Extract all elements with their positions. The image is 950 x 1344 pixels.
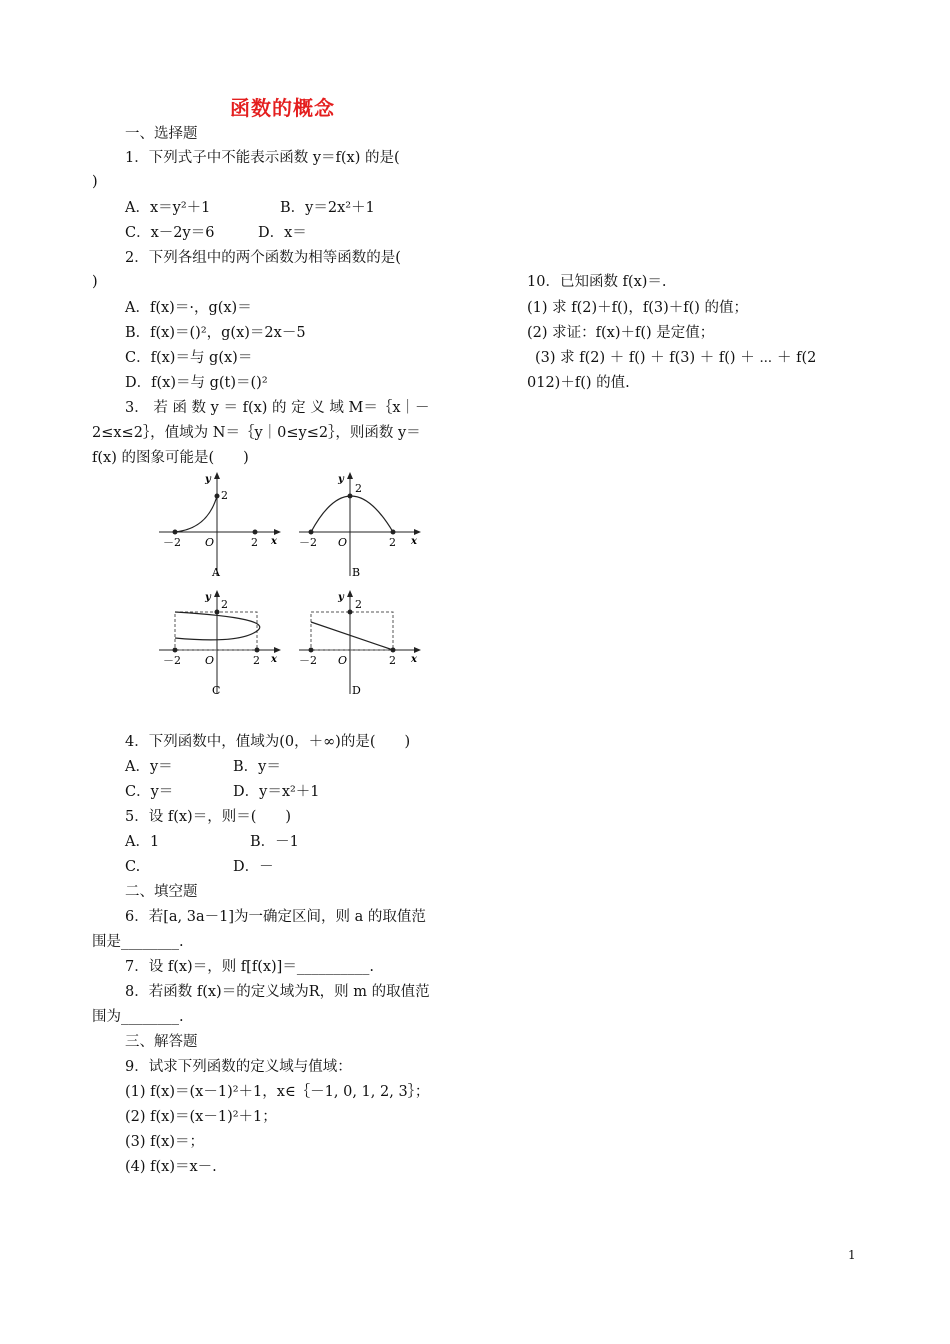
axis-y-label: y xyxy=(205,592,211,603)
left-text-line: A．1 xyxy=(125,834,160,850)
left-text-line: 围是________. xyxy=(92,934,184,950)
axis-x-label: x xyxy=(271,536,277,547)
left-text-line: (4) f(x)＝x－. xyxy=(125,1159,217,1175)
left-text-line: A．f(x)＝·，g(x)＝ xyxy=(125,300,252,316)
left-text-line: D．－ xyxy=(233,859,274,875)
graph-c xyxy=(155,586,285,698)
page-title: 函数的概念 xyxy=(230,96,335,120)
left-text-line: 8．若函数 f(x)＝的定义域为R，则 m 的取值范 xyxy=(125,984,430,1000)
tick-neg-label: －2 xyxy=(163,654,181,667)
left-text-line: 2．下列各组中的两个函数为相等函数的是( xyxy=(125,250,401,266)
left-text-line: (3) f(x)＝； xyxy=(125,1134,205,1150)
tick-y-label: 2 xyxy=(221,489,228,502)
axis-x-label: x xyxy=(271,654,277,665)
left-text-line: 7．设 f(x)＝，则 f[f(x)]＝__________. xyxy=(125,959,374,975)
axis-x-label: x xyxy=(411,654,417,665)
right-text-line: (2) 求证：f(x)＋f() 是定值； xyxy=(527,325,715,341)
left-text-line: B．y＝2x²＋1 xyxy=(280,200,375,216)
left-text-line: A．x＝y²＋1 xyxy=(125,200,211,216)
tick-y-label: 2 xyxy=(355,598,362,611)
tick-pos-label: 2 xyxy=(253,654,260,667)
tick-y-label: 2 xyxy=(355,482,362,495)
right-text-line: (1) 求 f(2)＋f()，f(3)＋f() 的值； xyxy=(527,300,749,316)
left-text-line: 4．下列函数中，值域为(0，＋∞)的是( ) xyxy=(125,734,411,750)
axis-y-label: y xyxy=(338,592,344,603)
left-text-line: 2≤x≤2｝，值域为 N＝｛y｜0≤y≤2｝，则函数 y＝ xyxy=(92,425,421,441)
left-text-line: C．x－2y＝6 xyxy=(125,225,215,241)
left-text-line: 9．试求下列函数的定义域与值域： xyxy=(125,1059,352,1075)
left-text-line: D．y＝x²＋1 xyxy=(233,784,320,800)
right-text-line: 012)＋f() 的值. xyxy=(527,375,630,391)
right-text-line: 10．已知函数 f(x)＝. xyxy=(527,274,667,290)
left-text-line: f(x) 的图象可能是( ) xyxy=(92,450,249,466)
left-text-line: C．f(x)＝与 g(x)＝ xyxy=(125,350,253,366)
tick-y-label: 2 xyxy=(221,598,228,611)
left-text-line: 三、解答题 xyxy=(125,1034,198,1050)
left-text-line: 5．设 f(x)＝，则＝( ) xyxy=(125,809,292,825)
left-text-line: 1．下列式子中不能表示函数 y＝f(x) 的是( xyxy=(125,150,400,166)
left-text-line: A．y＝ xyxy=(125,759,173,775)
left-text-line: C. xyxy=(125,859,141,875)
left-text-line: 围为________. xyxy=(92,1009,184,1025)
origin-label: O xyxy=(338,536,348,549)
left-text-line: B．y＝ xyxy=(233,759,281,775)
left-text-line: 二、填空题 xyxy=(125,884,198,900)
left-text-line: B．－1 xyxy=(250,834,299,850)
figure-label: A xyxy=(212,566,220,579)
origin-label: O xyxy=(205,654,215,667)
tick-neg-label: －2 xyxy=(163,536,181,549)
left-text-line: B．f(x)＝()²，g(x)＝2x－5 xyxy=(125,325,306,341)
graph-a xyxy=(155,468,285,580)
axis-y-label: y xyxy=(205,474,211,485)
left-text-line: (2) f(x)＝(x－1)²＋1； xyxy=(125,1109,277,1125)
left-text-line: 6．若[a, 3a－1]为一确定区间，则 a 的取值范 xyxy=(125,909,426,925)
page-number: 1 xyxy=(848,1248,856,1262)
tick-neg-label: －2 xyxy=(299,654,317,667)
left-text-line: 3． 若 函 数 y ＝ f(x) 的 定 义 域 M＝｛x｜－ xyxy=(125,400,430,416)
tick-pos-label: 2 xyxy=(389,536,396,549)
tick-pos-label: 2 xyxy=(389,654,396,667)
graph-b xyxy=(295,468,425,580)
left-text-line: ) xyxy=(92,174,98,190)
axis-y-label: y xyxy=(338,474,344,485)
left-text-line: 一、选择题 xyxy=(125,126,198,142)
figure-label: D xyxy=(352,684,361,697)
left-text-line: C．y＝ xyxy=(125,784,174,800)
right-text-line: (3) 求 f(2) ＋ f() ＋ f(3) ＋ f() ＋ ⋯ ＋ f(2 xyxy=(535,350,817,366)
left-text-line: ) xyxy=(92,274,98,290)
left-text-line: D．x＝ xyxy=(258,225,307,241)
figure-label: C xyxy=(212,684,221,697)
origin-label: O xyxy=(205,536,215,549)
origin-label: O xyxy=(338,654,348,667)
figure-label: B xyxy=(352,566,361,579)
tick-neg-label: －2 xyxy=(299,536,317,549)
left-text-line: (1) f(x)＝(x－1)²＋1，x∈｛－1, 0, 1, 2, 3｝； xyxy=(125,1084,430,1100)
axis-x-label: x xyxy=(411,536,417,547)
left-text-line: D．f(x)＝与 g(t)＝()² xyxy=(125,375,268,391)
tick-pos-label: 2 xyxy=(251,536,258,549)
graph-d xyxy=(295,586,425,698)
